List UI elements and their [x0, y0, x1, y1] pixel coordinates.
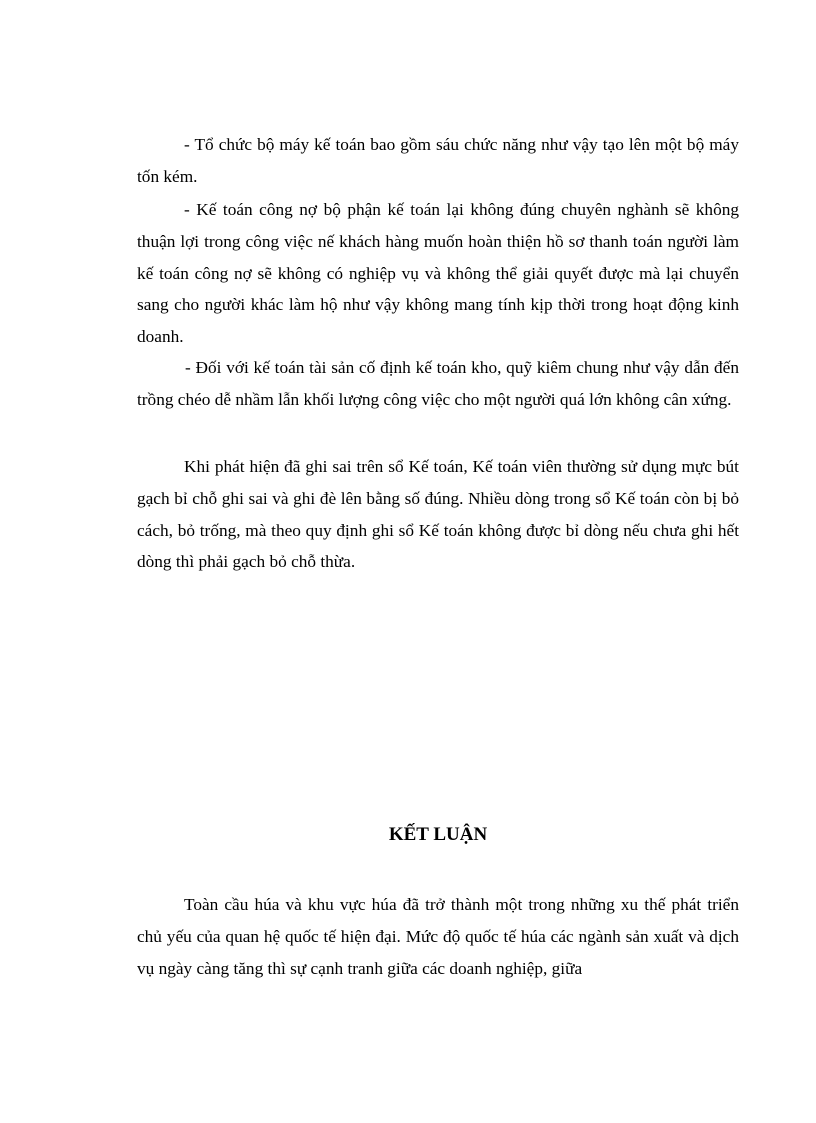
paragraph-debt-accounting: - Kế toán công nợ bộ phận kế toán lại không đúng chuyên nghành sẽ không thuận lợi trong công việc nế khách hàng muốn hoàn thiện hồ sơ thanh toán người làm kế toán công nợ sẽ không có nghiệp vụ và không thể giải quyết được mà lại chuyển sang cho người khác làm hộ như vậy không mang tính kịp thời trong hoạt động kinh doanh. [137, 200, 739, 347]
paragraph-conclusion: Toàn cầu húa và khu vực húa đã trở thành một trong những xu thế phát triển chủ yếu của quan hệ quốc tế hiện đại. Mức độ quốc tế húa các ngành sản xuất và dịch vụ ngày càng tăng thì sự cạnh tranh giữa các doanh nghiệp, giữa [137, 895, 739, 978]
paragraph-fixed-assets: - Đối với kế toán tài sản cố định kế toán kho, quỹ kiêm chung như vậy dẫn đến trồng chéo dễ nhầm lẫn khối lượng công việc cho một người quá lớn không cân xứng. [137, 358, 739, 409]
conclusion-heading: KẾT LUẬN [388, 824, 488, 845]
paragraph-error-correction: Khi phát hiện đã ghi sai trên sổ Kế toán, Kế toán viên thường sử dụng mực bút gạch bỉ chỗ ghi sai và ghi đè lên bằng số đúng. Nhiều dòng trong sổ Kế toán còn bị bỏ cách, bỏ trống, mà theo quy định ghi sổ Kế toán không được bỉ dòng nếu chưa ghi hết dòng thì phải gạch bỏ chỗ thừa. [137, 457, 739, 572]
paragraph-organization-cost: - Tổ chức bộ máy kế toán bao gồm sáu chức năng như vậy tạo lên một bộ máy tốn kém. [137, 135, 739, 186]
